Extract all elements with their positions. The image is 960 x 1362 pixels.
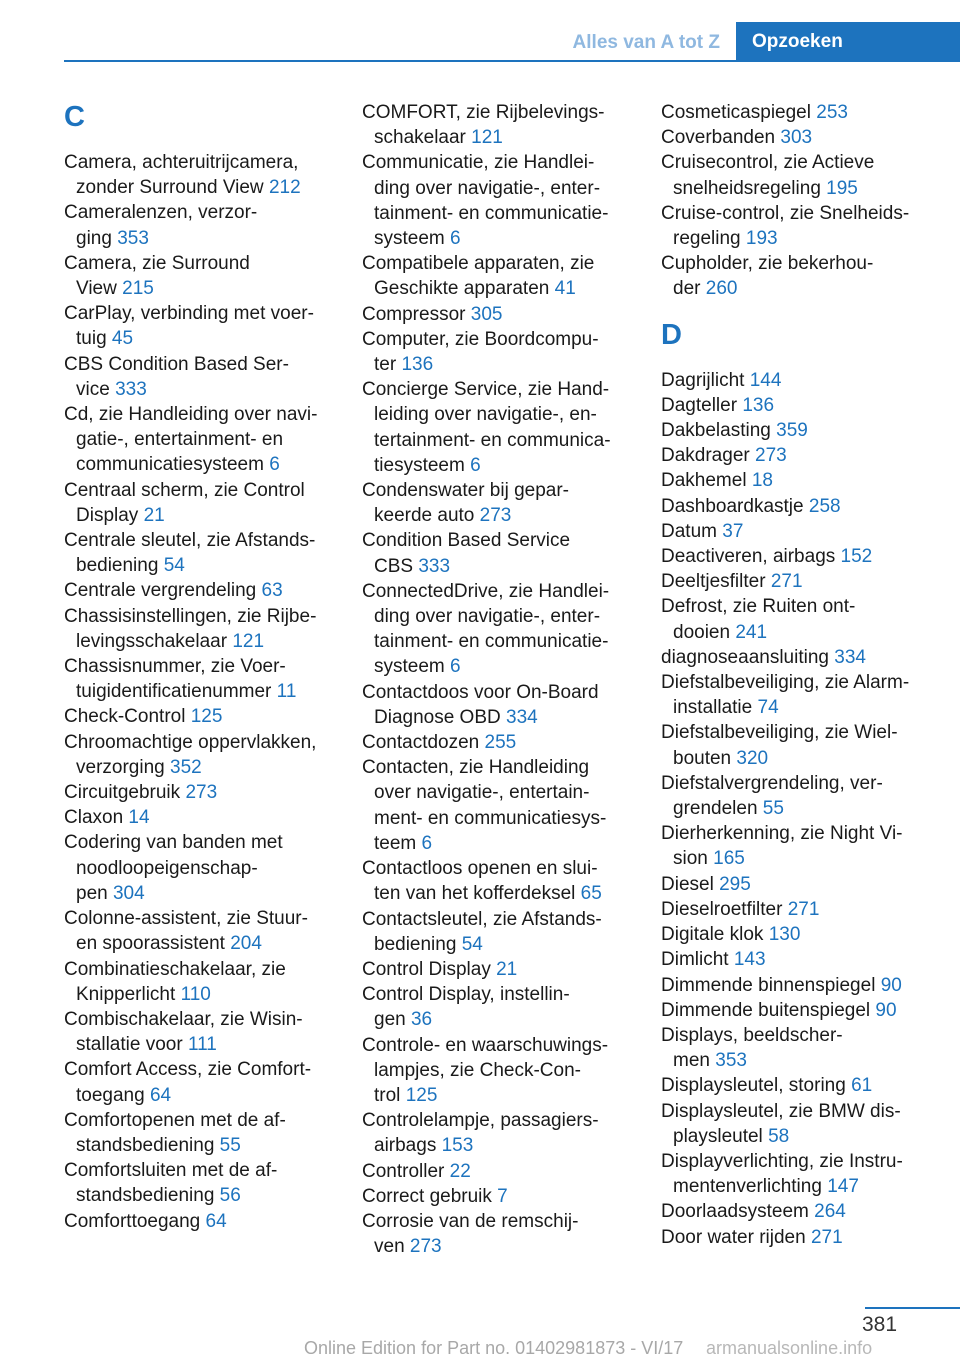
page-ref-link[interactable]: 143 xyxy=(733,949,766,971)
index-entry xyxy=(64,478,336,528)
page-ref-link[interactable]: 6 xyxy=(269,454,280,476)
index-entry xyxy=(64,200,336,250)
index-term: Control Display, instellin‐ gen xyxy=(362,984,570,1031)
index-entry xyxy=(64,1158,336,1208)
index-term: Dakbelasting xyxy=(661,420,777,442)
index-entry xyxy=(661,443,951,468)
index-term: Diefstalbeveiliging, zie Alarm‐ installatie xyxy=(661,672,910,719)
index-entry xyxy=(661,468,951,493)
index-term: Control Display xyxy=(362,958,497,980)
page-ref-link[interactable]: 64 xyxy=(149,1084,172,1106)
page-ref-link[interactable]: 45 xyxy=(111,328,134,350)
page-ref-link[interactable]: 260 xyxy=(705,278,738,300)
index-term: Digitale klok xyxy=(661,924,769,946)
index-term: Comforttoegang xyxy=(64,1210,206,1232)
index-entry xyxy=(64,301,336,351)
index-entry xyxy=(362,1033,634,1109)
index-entry xyxy=(661,821,951,871)
page-ref-link[interactable]: 273 xyxy=(755,445,787,467)
index-term: Contactsleutel, zie Afstands‐ bediening xyxy=(362,908,602,955)
section-letter: C xyxy=(64,101,85,133)
tab-alles-van-a-tot-z[interactable]: Alles van A tot Z xyxy=(572,32,720,53)
index-term: Controlelampje, passagiers‐ airbags xyxy=(362,1110,599,1157)
page-ref-link[interactable]: 264 xyxy=(814,1201,846,1223)
page-ref-link[interactable]: 271 xyxy=(787,898,820,920)
index-term: Displays, beeldscher‐ men xyxy=(661,1024,843,1072)
index-entry xyxy=(661,1073,951,1098)
index-entry xyxy=(64,402,336,478)
index-term: Coverbanden xyxy=(661,127,781,149)
index-term: Compatibele apparaten, zie Geschikte apparaten xyxy=(362,253,595,300)
index-entry xyxy=(64,654,336,704)
index-entry xyxy=(661,393,951,418)
index-term: CarPlay, verbinding met voer‐ tuig xyxy=(64,303,314,350)
index-column-3 xyxy=(661,100,951,1250)
index-entry xyxy=(661,1099,951,1149)
index-term: Comfortopenen met de af‐ standsbediening xyxy=(64,1109,286,1156)
index-entry xyxy=(64,957,336,1007)
page-ref-link[interactable]: 359 xyxy=(776,420,808,442)
index-term: Cosmeticaspiegel xyxy=(661,102,817,123)
index-entry xyxy=(64,528,336,578)
page-ref-link[interactable]: 125 xyxy=(190,706,223,728)
index-term: Contactdozen xyxy=(362,732,485,754)
index-term: Datum xyxy=(661,520,723,542)
index-term: Comfort Access, zie Comfort‐ toegang xyxy=(64,1059,312,1106)
page-number: 381 xyxy=(862,1313,898,1336)
index-entry xyxy=(661,872,951,897)
index-term: diagnoseaansluiting xyxy=(661,646,835,668)
page-ref-link[interactable]: 144 xyxy=(749,369,782,391)
index-term: COMFORT, zie Rijbelevings‐ schakelaar xyxy=(362,102,605,149)
index-term: Compressor xyxy=(362,303,471,325)
index-entry xyxy=(362,856,634,906)
index-term: Dagteller xyxy=(661,394,743,416)
index-term: Displaysleutel, storing xyxy=(661,1075,852,1097)
index-term: Dimlicht xyxy=(661,949,734,971)
index-entry xyxy=(362,982,634,1032)
page-ref-link[interactable]: 353 xyxy=(715,1050,747,1072)
page-ref-link[interactable]: 320 xyxy=(736,747,769,769)
page-ref-link[interactable]: 136 xyxy=(742,394,775,416)
page-ref-link[interactable]: 258 xyxy=(808,495,841,517)
index-term: Dashboardkastje xyxy=(661,495,809,517)
page-ref-link[interactable]: 352 xyxy=(170,756,202,778)
index-entry xyxy=(64,780,336,805)
index-term: Correct gebruik xyxy=(362,1185,498,1207)
index-term: Centraal scherm, zie Control Display xyxy=(64,479,305,526)
index-term: Contacten, zie Handleiding over navigatie-, entertain‐ ment- en communicatiesys‐ teem xyxy=(362,757,607,854)
index-entry xyxy=(64,830,336,906)
index-entry xyxy=(661,251,951,301)
index-entry xyxy=(661,973,951,998)
index-entry xyxy=(661,771,951,821)
index-term: Deactiveren, airbags xyxy=(661,546,841,568)
index-entry xyxy=(661,368,951,393)
index-entry xyxy=(362,327,634,377)
index-term: Diefstalbeveiliging, zie Wiel‐ bouten xyxy=(661,722,898,769)
index-entry xyxy=(362,150,634,251)
index-entry xyxy=(661,569,951,594)
page-ref-link[interactable]: 125 xyxy=(405,1084,438,1106)
index-term: Controller xyxy=(362,1160,450,1182)
page-ref-link[interactable]: 18 xyxy=(751,470,773,492)
page-ref-link[interactable]: 305 xyxy=(470,303,503,325)
page-ref-link[interactable]: 41 xyxy=(554,278,576,300)
index-entry xyxy=(661,100,951,125)
index-term: Camera, zie Surround View xyxy=(64,252,250,300)
page-ref-link[interactable]: 111 xyxy=(187,1034,217,1056)
index-term: Cruisecontrol, zie Actieve snelheidsregeling xyxy=(661,152,875,199)
edition-note: Online Edition for Part no. 01402981873 - VI/17 xyxy=(304,1338,684,1358)
index-entry xyxy=(661,947,951,972)
index-term: Defrost, zie Ruiten ont‐ dooien xyxy=(661,596,856,643)
index-entry xyxy=(661,922,951,947)
index-term: Contactloos openen en slui‐ ten van het kofferdeksel xyxy=(362,858,598,905)
page-ref-link[interactable]: 14 xyxy=(128,807,150,829)
index-term: Dieselroetfilter xyxy=(661,898,788,920)
index-entry xyxy=(661,670,951,720)
index-entry xyxy=(661,201,951,251)
page-ref-link[interactable]: 204 xyxy=(230,933,262,955)
footer-rule xyxy=(865,1307,960,1309)
page-ref-link[interactable]: 152 xyxy=(840,546,873,568)
page-ref-link[interactable]: 54 xyxy=(163,555,185,577)
page-ref-link[interactable]: 165 xyxy=(713,848,745,870)
index-entry xyxy=(64,150,336,200)
index-entry xyxy=(362,251,634,301)
page-ref-link[interactable]: 334 xyxy=(834,646,866,668)
index-entry xyxy=(64,604,336,654)
page-ref-link[interactable]: 304 xyxy=(112,882,145,904)
index-term: Chassisnummer, zie Voer‐ tuigidentificatienummer xyxy=(64,656,286,703)
index-term: Chroomachtige oppervlakken, verzorging xyxy=(64,731,317,778)
page-ref-link[interactable]: 136 xyxy=(401,354,434,376)
page-ref-link[interactable]: 273 xyxy=(185,782,218,804)
index-entry xyxy=(661,418,951,443)
page-ref-link[interactable]: 64 xyxy=(205,1210,227,1232)
index-term: Displayverlichting, zie Instru‐ mentenverlichting xyxy=(661,1150,903,1198)
page-ref-link[interactable]: 215 xyxy=(122,278,154,300)
page-ref-link[interactable]: 273 xyxy=(479,505,512,527)
index-entry xyxy=(64,1007,336,1057)
index-term: Displaysleutel, zie BMW dis‐ playsleutel xyxy=(661,1100,901,1147)
page-ref-link[interactable]: 195 xyxy=(826,177,858,199)
index-entry xyxy=(64,578,336,603)
index-entry xyxy=(661,1199,951,1224)
index-entry xyxy=(362,730,634,755)
index-entry xyxy=(362,1184,634,1209)
index-term: Chassisinstellingen, zie Rijbe‐ levingsschakelaar xyxy=(64,605,317,652)
index-entry xyxy=(64,805,336,830)
page-ref-link[interactable]: 241 xyxy=(735,621,768,643)
index-entry xyxy=(661,125,951,150)
page-ref-link[interactable]: 121 xyxy=(471,127,503,149)
index-term: Concierge Service, zie Hand‐ leiding over navigatie-, en‐ tertainment- en communica‐ tiesysteem xyxy=(362,379,611,476)
index-entry xyxy=(362,528,634,578)
page-ref-link[interactable]: 253 xyxy=(816,102,848,123)
page-ref-link[interactable]: 63 xyxy=(261,580,283,602)
page-ref-link[interactable]: 74 xyxy=(757,697,779,719)
index-entry xyxy=(362,579,634,680)
index-entry xyxy=(661,998,951,1023)
page-ref-link[interactable]: 193 xyxy=(745,228,778,250)
page-ref-link[interactable]: 7 xyxy=(497,1185,508,1207)
index-entry xyxy=(64,251,336,301)
index-entry xyxy=(362,1108,634,1158)
index-entry xyxy=(661,494,951,519)
page-ref-link[interactable]: 90 xyxy=(875,999,897,1021)
index-entry xyxy=(362,478,634,528)
page-ref-link[interactable]: 6 xyxy=(450,228,461,250)
index-term: Cruise-control, zie Snelheids‐ regeling xyxy=(661,202,910,250)
index-entry xyxy=(661,645,951,670)
page-ref-link[interactable]: 273 xyxy=(409,1236,442,1258)
page-ref-link[interactable]: 353 xyxy=(117,227,149,249)
index-term: Deeltjesfilter xyxy=(661,571,771,593)
index-term: Condenswater bij gepar‐ keerde auto xyxy=(362,480,570,527)
index-entry xyxy=(64,730,336,780)
page-ref-link[interactable]: 61 xyxy=(851,1075,873,1097)
tab-opzoeken[interactable]: Opzoeken xyxy=(736,22,960,62)
page-ref-link[interactable]: 55 xyxy=(762,798,784,820)
index-entry xyxy=(661,519,951,544)
page-ref-link[interactable]: 303 xyxy=(780,127,813,149)
page-ref-link[interactable]: 55 xyxy=(219,1134,241,1156)
page-ref-link[interactable]: 6 xyxy=(450,656,461,678)
page-ref-link[interactable]: 255 xyxy=(484,732,517,754)
page-ref-link[interactable]: 56 xyxy=(219,1185,241,1207)
index-entry xyxy=(661,1225,951,1250)
index-entry xyxy=(362,907,634,957)
index-entry xyxy=(362,100,634,150)
page-ref-link[interactable]: 147 xyxy=(827,1176,859,1198)
page-ref-link[interactable]: 21 xyxy=(143,504,165,526)
page-ref-link[interactable]: 130 xyxy=(768,924,801,946)
index-term: Door water rijden xyxy=(661,1226,811,1248)
index-term: Dakhemel xyxy=(661,470,752,492)
index-term: Dimmende buitenspiegel xyxy=(661,999,876,1021)
page-ref-link[interactable]: 271 xyxy=(770,571,803,593)
index-entry xyxy=(64,1209,336,1234)
index-term: Centrale sleutel, zie Afstands‐ bediening xyxy=(64,530,316,577)
index-entry xyxy=(661,1149,951,1199)
section-letter: D xyxy=(661,318,682,351)
index-entry xyxy=(362,1209,634,1259)
index-entry xyxy=(64,1108,336,1158)
index-term: Comfortsluiten met de af‐ standsbediening xyxy=(64,1160,278,1207)
index-term: Computer, zie Boordcompu‐ ter xyxy=(362,328,599,376)
index-term: Communicatie, zie Handlei‐ ding over navigatie-, enter‐ tainment- en communicatie‐ systeem xyxy=(362,152,609,250)
page-ref-link[interactable]: 6 xyxy=(470,454,481,476)
index-term: Dimmende binnenspiegel xyxy=(661,974,881,996)
index-column-2 xyxy=(362,100,634,1259)
index-term: ConnectedDrive, zie Handlei‐ ding over navigatie-, enter‐ tainment- en communicatie‐ systeem xyxy=(362,580,610,678)
index-term: Codering van banden met noodloopeigenschap‐ pen xyxy=(64,832,283,904)
index-term: Controle- en waarschuwings‐ lampjes, zie Check-Con‐ trol xyxy=(362,1034,609,1106)
page-ref-link[interactable]: 36 xyxy=(410,1009,433,1031)
page-ref-link[interactable]: 6 xyxy=(421,832,433,854)
page-ref-link[interactable]: 212 xyxy=(268,177,301,199)
index-term: Dierherkenning, zie Night Vi‐ sion xyxy=(661,823,903,870)
index-entry xyxy=(362,302,634,327)
index-term: Cupholder, zie bekerhou‐ der xyxy=(661,253,874,300)
index-term: Cameralenzen, verzor‐ ging xyxy=(64,202,258,249)
index-entry xyxy=(64,1057,336,1107)
index-term: CBS Condition Based Ser‐ vice xyxy=(64,353,289,400)
index-entry xyxy=(661,1023,951,1073)
index-entry xyxy=(661,594,951,644)
index-term: Diesel xyxy=(661,873,720,895)
index-entry xyxy=(362,957,634,982)
index-term: Cd, zie Handleiding over navi‐ gatie-, entertainment- en communicatiesysteem xyxy=(64,404,318,476)
index-entry xyxy=(362,755,634,856)
index-term: Check-Control xyxy=(64,706,191,728)
page-ref-link[interactable]: 22 xyxy=(449,1160,471,1182)
index-term: Claxon xyxy=(64,807,129,829)
index-term: Combinatieschakelaar, zie Knipperlicht xyxy=(64,958,286,1005)
page-ref-link[interactable]: 153 xyxy=(441,1135,474,1157)
page-ref-link[interactable]: 295 xyxy=(719,873,751,895)
index-entry xyxy=(661,720,951,770)
page-ref-link[interactable]: 21 xyxy=(496,958,518,980)
index-column-1 xyxy=(64,100,336,1234)
index-term: Contactdoos voor On-Board Diagnose OBD xyxy=(362,681,599,728)
index-term: Colonne-assistent, zie Stuur- en spoorassistent xyxy=(64,908,308,955)
page-ref-link[interactable]: 110 xyxy=(180,983,211,1005)
index-term: Dakdrager xyxy=(661,445,755,467)
page-ref-link[interactable]: 65 xyxy=(580,883,602,905)
index-entry xyxy=(362,680,634,730)
index-term: Corrosie van de remschij‐ ven xyxy=(362,1210,579,1258)
page-ref-link[interactable]: 11 xyxy=(276,681,297,703)
index-entry xyxy=(362,1159,634,1184)
index-term: Doorlaadsysteem xyxy=(661,1201,815,1223)
index-entry xyxy=(64,906,336,956)
index-entry xyxy=(362,377,634,478)
index-term: Circuitgebruik xyxy=(64,782,186,804)
index-entry xyxy=(661,544,951,569)
page-ref-link[interactable]: 333 xyxy=(418,555,451,577)
page-ref-link[interactable]: 54 xyxy=(461,933,483,955)
page-ref-link[interactable]: 90 xyxy=(880,974,902,996)
page-ref-link[interactable]: 58 xyxy=(768,1125,790,1147)
index-entry xyxy=(64,352,336,402)
index-term: Camera, achteruitrijcamera, zonder Surround View xyxy=(64,152,299,199)
index-entry xyxy=(661,150,951,200)
index-term: Dagrijlicht xyxy=(661,369,750,391)
index-term: Centrale vergrendeling xyxy=(64,580,262,602)
index-term: Condition Based Service CBS xyxy=(362,530,571,577)
index-term: Diefstalvergrendeling, ver‐ grendelen xyxy=(661,772,883,820)
page-ref-link[interactable]: 271 xyxy=(810,1226,843,1248)
index-entry xyxy=(64,704,336,729)
watermark: armanualsonline.info xyxy=(706,1338,873,1358)
page-ref-link[interactable]: 333 xyxy=(115,378,147,400)
index-entry xyxy=(661,897,951,922)
page-ref-link[interactable]: 334 xyxy=(506,706,538,728)
page-ref-link[interactable]: 121 xyxy=(232,630,265,652)
index-term: Combischakelaar, zie Wisin‐ stallatie voor xyxy=(64,1008,303,1056)
page-ref-link[interactable]: 37 xyxy=(722,520,744,542)
